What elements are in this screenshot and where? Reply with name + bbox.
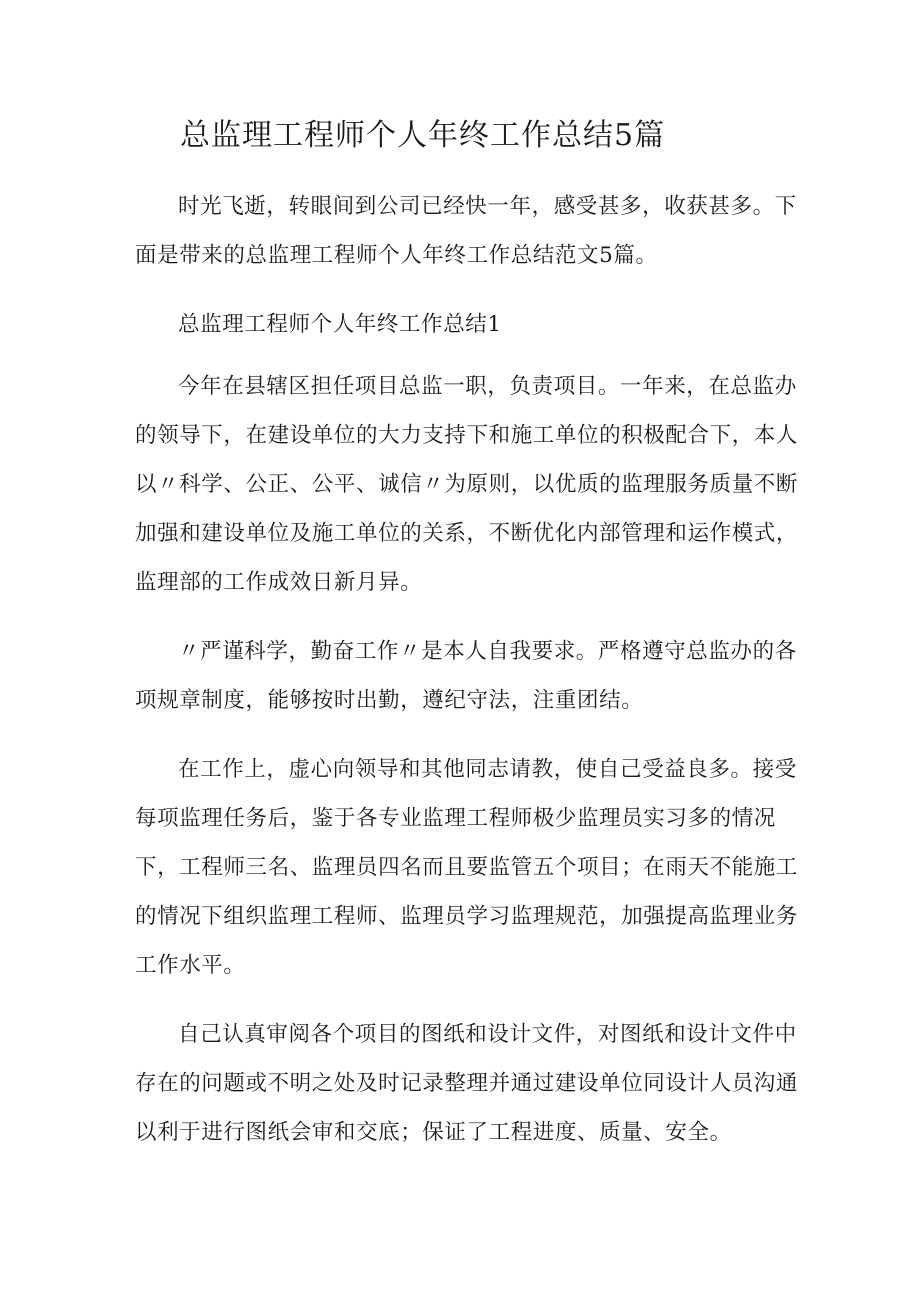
body-paragraph-3: 在工作上，虚心向领导和其他同志请教，使自己受益良多。接受每项监理任务后，鉴于各专业监理工程师极少监理员实习多的情况下，工程师三名、监理员四名而且要监管五个项目；在雨天不能施工的情况下组织监理工程师、监理员学习监理规范，加强提高监理业务工作水平。 [135, 757, 799, 978]
section-heading: 总监理工程师个人年终工作总结1 [178, 312, 502, 337]
body-paragraph-4: 自己认真审阅各个项目的图纸和设计文件，对图纸和设计文件中存在的问题或不明之处及时记录整理并通过建设单位同设计人员沟通以利于进行图纸会审和交底；保证了工程进度、质量、安全。 [135, 1022, 799, 1145]
document-title: 总监理工程师个人年终工作总结5篇 [180, 118, 666, 153]
intro-paragraph: 时光飞逝，转眼间到公司已经快一年，感受甚多，收获甚多。下面是带来的总监理工程师个人年终工作总结范文5篇。 [135, 194, 797, 268]
body-paragraph-2: 〃严谨科学，勤奋工作〃是本人自我要求。严格遵守总监办的各项规章制度，能够按时出勤，遵纪守法，注重团结。 [135, 639, 797, 713]
body-paragraph-1: 今年在县辖区担任项目总监一职，负责项目。一年来，在总监办的领导下，在建设单位的大力支持下和施工单位的积极配合下，本人以〃科学、公正、公平、诚信〃为原则，以优质的监理服务质量不断加强和建设单位及施工单位的关系，不断优化内部管理和运作模式，监理部的工作成效日新月异。 [135, 374, 799, 595]
